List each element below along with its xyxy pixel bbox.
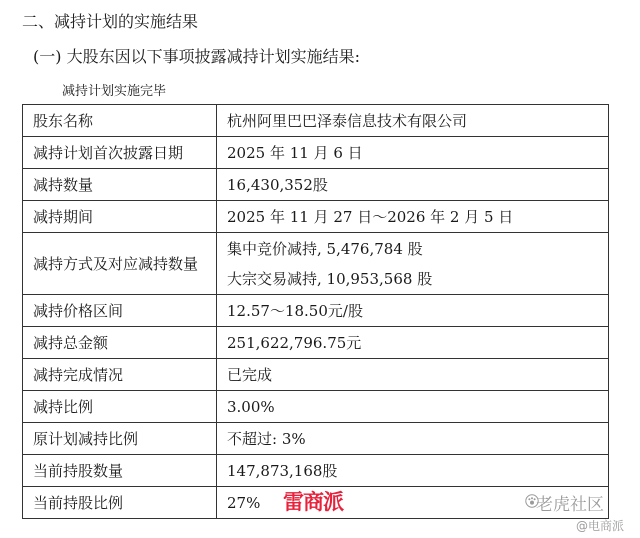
row-value: 不超过: 3%: [217, 423, 609, 455]
table-row: [23, 233, 609, 295]
row-label: 减持期间: [23, 201, 217, 233]
row-label: 减持数量: [23, 169, 217, 201]
table-row: [23, 423, 609, 455]
section-heading: 二、减持计划的实施结果: [22, 12, 199, 31]
table-row: [23, 169, 609, 201]
row-label: 当前持股数量: [23, 455, 217, 487]
community-watermark: 老虎社区: [536, 495, 604, 515]
subsection-heading: (一) 大股东因以下事项披露减持计划实施结果:: [33, 47, 360, 66]
row-label: 减持方式及对应减持数量: [23, 233, 217, 295]
row-value: 已完成: [217, 359, 609, 391]
row-label: 减持总金额: [23, 327, 217, 359]
row-label: 当前持股比例: [23, 487, 217, 519]
row-value: 2025 年 11 月 27 日～2026 年 2 月 5 日: [217, 201, 609, 233]
row-value: 12.57～18.50元/股: [217, 295, 609, 327]
row-label: 减持计划首次披露日期: [23, 137, 217, 169]
row-value-multiline: [217, 233, 609, 295]
row-value: 3.00%: [217, 391, 609, 423]
table-row: [23, 137, 609, 169]
table-row: [23, 391, 609, 423]
table-row: [23, 105, 609, 137]
row-value: 杭州阿里巴巴泽泰信息技术有限公司: [217, 105, 609, 137]
row-value: 27%: [217, 487, 609, 519]
row-label: 减持比例: [23, 391, 217, 423]
row-label: 股东名称: [23, 105, 217, 137]
table-row: [23, 201, 609, 233]
row-value: 2025 年 11 月 6 日: [217, 137, 609, 169]
row-value: 147,873,168股: [217, 455, 609, 487]
center-watermark: 雷商派: [283, 490, 343, 514]
table-row: [23, 295, 609, 327]
table-row: [23, 455, 609, 487]
row-value: 251,622,796.75元: [217, 327, 609, 359]
row-label: 原计划减持比例: [23, 423, 217, 455]
row-value: 16,430,352股: [217, 169, 609, 201]
status-text: 减持计划实施完毕: [62, 84, 167, 99]
row-value-line: 大宗交易减持, 10,953,568 股: [227, 269, 433, 288]
row-label: 减持完成情况: [23, 359, 217, 391]
table-row: [23, 359, 609, 391]
row-label: 减持价格区间: [23, 295, 217, 327]
reduction-result-table: [22, 104, 609, 519]
account-watermark: @电商派: [576, 519, 625, 533]
row-value-line: 集中竞价减持, 5,476,784 股: [227, 239, 423, 258]
table-row: [23, 327, 609, 359]
